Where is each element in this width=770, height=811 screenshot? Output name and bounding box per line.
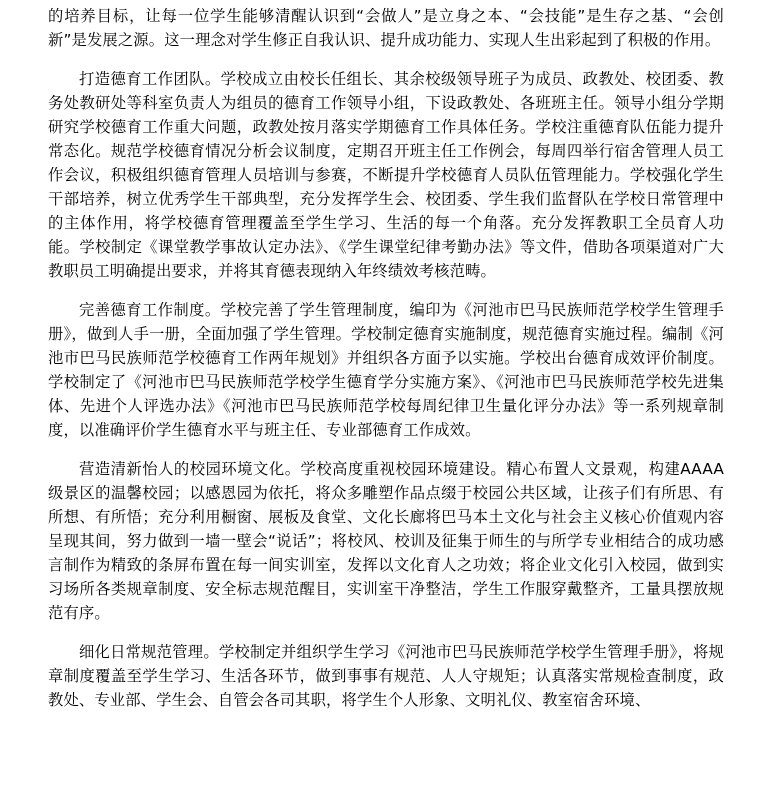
paragraph-3: 完善德育工作制度。学校完善了学生管理制度，编印为《河池市巴马民族师范学校学生管理手册》，做到人手一册，全面加强了学生管理。学校制定德育实施制度，规范德育实施过程。编制《河池市巴马民族师范学校德育工作两年规划》并组织各方面予以实施。学校出台德育成效评价制度。学校制定了《河池市巴马民族师范学校学生德育学分实施方案》、《河池市巴马民族师范学校先进集体、先进个人评选办法》《河池市巴马民族师范学校每周纪律卫生量化评分办法》等一系列规章制度，以准确评价学生德育水平与班主任、专业部德育工作成效。	[48, 301, 724, 439]
paragraph-1: 的培养目标，让每一位学生能够清醒认识到“会做人”是立身之本、“会技能”是生存之基、“会创新”是发展之源。这一理念对学生修正自我认识、提升成功能力、实现人生出彩起到了积极的作用。	[48, 7, 724, 49]
paragraph-4: 营造清新怡人的校园环境文化。学校高度重视校园环境建设。精心布置人文景观，构建AAAA级景区的温馨校园；以感恩园为依托，将众多雕塑作品点缀于校园公共区域，让孩子们有所思、有所想、有所悟；充分利用橱窗、展板及食堂、文化长廊将巴马本土文化与社会主义核心价值观内容呈现其间，努力做到一墙一壁会“说话”；将校风、校训及征集于师生的与所学专业相结合的成功感言制作为精致的条屏布置在每一间实训室，发挥以文化育人之功效；将企业文化引入校园，做到实习场所各类规章制度、安全标志规范醒目，实训室干净整洁，学生工作服穿戴整齐，工量具摆放规范有序。	[48, 460, 724, 622]
paragraph-5: 细化日常规范管理。学校制定并组织学生学习《河池市巴马民族师范学校学生管理手册》，将规章制度覆盖至学生学习、生活各环节，做到事事有规范、人人守规矩；认真落实常规检查制度，政教处、专业部、学生会、自管会各司其职，将学生个人形象、文明礼仪、教室宿舍环境、	[48, 643, 724, 709]
paragraph-2: 打造德育工作团队。学校成立由校长任组长、其余校级领导班子为成员、政教处、校团委、教务处教研处等科室负责人为组员的德育工作领导小组，下设政教处、各班班主任。领导小组分学期研究学校德育工作重大问题，政教处按月落实学期德育工作具体任务。学校注重德育队伍能力提升常态化。规范学校德育情况分析会议制度，定期召开班主任工作例会，每周四举行宿舍管理人员工作会议，积极组织德育管理人员培训与参赛，不断提升学校德育人员队伍管理能力。学校强化学生干部培养，树立优秀学生干部典型，充分发挥学生会、校团委、学生我们监督队在学校日常管理中的主体作用，将学校德育管理覆盖至学生学习、生活的每一个角落。充分发挥教职工全员育人功能。学校制定《课堂教学事故认定办法》、《学生课堂纪律考勤办法》等文件，借助各项渠道对广大教职员工明确提出要求，并将其育德表现纳入年终绩效考核范畴。	[48, 70, 724, 280]
document-body	[48, 4, 724, 727]
